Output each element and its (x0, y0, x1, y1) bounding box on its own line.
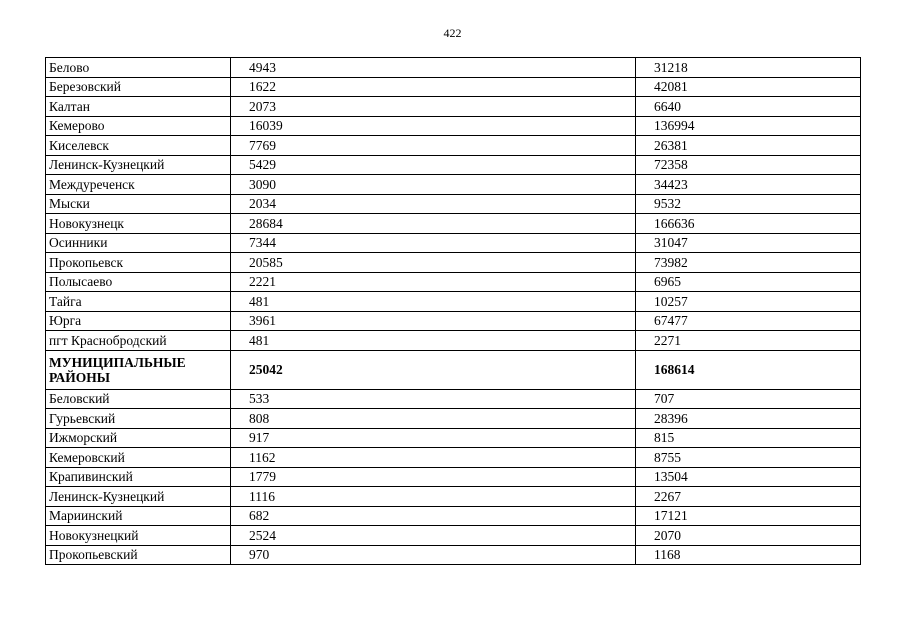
row-name-cell: Юрга (46, 311, 231, 331)
row-value-1-cell: 7344 (231, 233, 636, 253)
row-name-cell: Гурьевский (46, 409, 231, 429)
row-value-1-cell: 3961 (231, 311, 636, 331)
row-value-2-cell: 707 (636, 389, 861, 409)
table-row (46, 136, 861, 156)
table-row (46, 389, 861, 409)
row-value-1-cell: 2524 (231, 526, 636, 546)
row-value-1-cell: 4943 (231, 58, 636, 78)
table-row (46, 214, 861, 234)
table-row (46, 58, 861, 78)
row-value-1-cell: 2221 (231, 272, 636, 292)
row-name-cell: Ижморский (46, 428, 231, 448)
row-value-1-cell: 20585 (231, 253, 636, 273)
row-name-cell: Осинники (46, 233, 231, 253)
row-value-1-cell: 970 (231, 545, 636, 565)
row-value-2-cell: 6640 (636, 97, 861, 117)
table-row (46, 487, 861, 507)
row-value-2-cell: 168614 (636, 350, 861, 389)
row-name-cell: Березовский (46, 77, 231, 97)
table-row (46, 292, 861, 312)
row-value-1-cell: 1162 (231, 448, 636, 468)
row-value-1-cell: 682 (231, 506, 636, 526)
row-name-cell: Новокузнецкий (46, 526, 231, 546)
row-value-2-cell: 34423 (636, 175, 861, 195)
row-value-2-cell: 2267 (636, 487, 861, 507)
table-row (46, 194, 861, 214)
page-number: 422 (443, 26, 462, 40)
row-name-cell: Калтан (46, 97, 231, 117)
row-value-1-cell: 7769 (231, 136, 636, 156)
row-name-cell: Междуреченск (46, 175, 231, 195)
row-value-1-cell: 5429 (231, 155, 636, 175)
row-value-1-cell: 2034 (231, 194, 636, 214)
table-row (46, 467, 861, 487)
row-value-2-cell: 166636 (636, 214, 861, 234)
table-row (46, 233, 861, 253)
table-row (46, 175, 861, 195)
row-value-2-cell: 26381 (636, 136, 861, 156)
table-row (46, 448, 861, 468)
row-value-2-cell: 67477 (636, 311, 861, 331)
row-name-cell: Киселевск (46, 136, 231, 156)
row-value-2-cell: 28396 (636, 409, 861, 429)
table-row (46, 331, 861, 351)
row-value-1-cell: 25042 (231, 350, 636, 389)
table-body (46, 58, 861, 565)
row-name-cell: Прокопьевск (46, 253, 231, 273)
table-row (46, 506, 861, 526)
table-row (46, 526, 861, 546)
row-value-1-cell: 1779 (231, 467, 636, 487)
row-value-2-cell: 72358 (636, 155, 861, 175)
row-value-2-cell: 2271 (636, 331, 861, 351)
table-row (46, 428, 861, 448)
row-value-1-cell: 3090 (231, 175, 636, 195)
row-value-2-cell: 31047 (636, 233, 861, 253)
row-name-cell: Мыски (46, 194, 231, 214)
table-row (46, 311, 861, 331)
row-value-1-cell: 1622 (231, 77, 636, 97)
row-name-cell: Кемеровский (46, 448, 231, 468)
table-row (46, 272, 861, 292)
row-name-cell: Мариинский (46, 506, 231, 526)
table-row (46, 155, 861, 175)
row-value-1-cell: 16039 (231, 116, 636, 136)
table-row (46, 253, 861, 273)
table-row-section-header (46, 350, 861, 389)
row-value-1-cell: 2073 (231, 97, 636, 117)
row-value-2-cell: 8755 (636, 448, 861, 468)
row-name-cell: Ленинск-Кузнецкий (46, 487, 231, 507)
row-value-2-cell: 1168 (636, 545, 861, 565)
row-name-cell: Прокопьевский (46, 545, 231, 565)
row-value-2-cell: 9532 (636, 194, 861, 214)
table-row (46, 77, 861, 97)
row-value-1-cell: 28684 (231, 214, 636, 234)
row-name-cell: Беловский (46, 389, 231, 409)
table-row (46, 116, 861, 136)
row-name-cell: Белово (46, 58, 231, 78)
row-value-1-cell: 481 (231, 292, 636, 312)
row-name-cell: пгт Краснобродский (46, 331, 231, 351)
row-value-1-cell: 917 (231, 428, 636, 448)
row-value-2-cell: 13504 (636, 467, 861, 487)
table-row (46, 409, 861, 429)
row-name-cell: Крапивинский (46, 467, 231, 487)
row-value-1-cell: 808 (231, 409, 636, 429)
row-value-2-cell: 136994 (636, 116, 861, 136)
row-name-cell: Тайга (46, 292, 231, 312)
row-value-1-cell: 1116 (231, 487, 636, 507)
table-row (46, 97, 861, 117)
row-value-2-cell: 73982 (636, 253, 861, 273)
row-value-1-cell: 533 (231, 389, 636, 409)
row-value-2-cell: 31218 (636, 58, 861, 78)
table-row (46, 545, 861, 565)
row-value-2-cell: 42081 (636, 77, 861, 97)
row-name-cell: МУНИЦИПАЛЬНЫЕ РАЙОНЫ (46, 350, 231, 389)
data-table (45, 57, 861, 565)
row-value-2-cell: 10257 (636, 292, 861, 312)
row-name-cell: Кемерово (46, 116, 231, 136)
row-value-1-cell: 481 (231, 331, 636, 351)
row-value-2-cell: 17121 (636, 506, 861, 526)
row-value-2-cell: 2070 (636, 526, 861, 546)
row-name-cell: Ленинск-Кузнецкий (46, 155, 231, 175)
row-value-2-cell: 6965 (636, 272, 861, 292)
row-name-cell: Полысаево (46, 272, 231, 292)
row-name-cell: Новокузнецк (46, 214, 231, 234)
row-value-2-cell: 815 (636, 428, 861, 448)
